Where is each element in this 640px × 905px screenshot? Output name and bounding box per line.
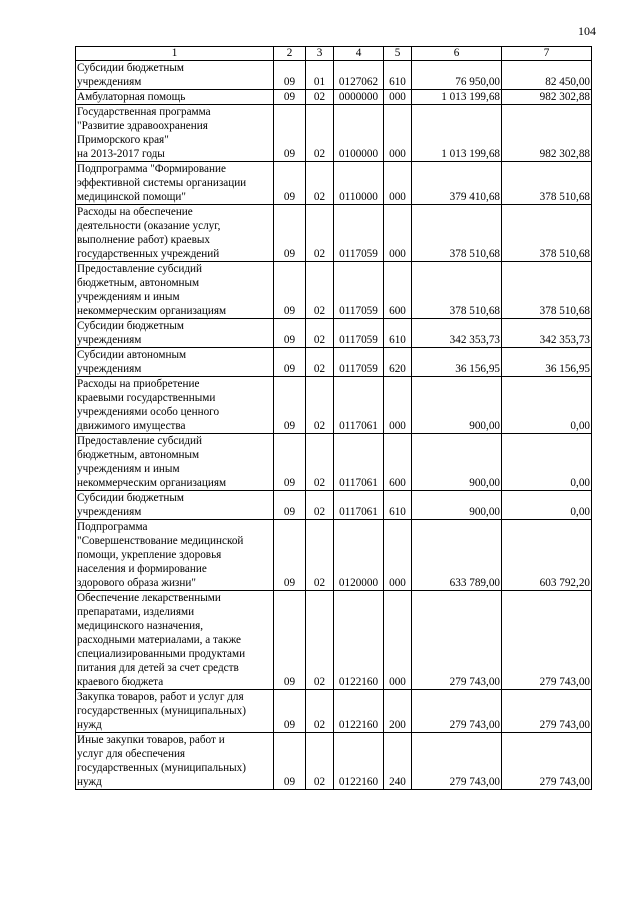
amount-year-2-cell: 982 302,88 — [502, 90, 592, 105]
expense-type-cell: 000 — [384, 105, 412, 162]
section-code-cell: 09 — [274, 205, 306, 262]
page-number: 104 — [578, 24, 596, 38]
section-code-cell: 09 — [274, 61, 306, 90]
amount-year-1-cell: 379 410,68 — [412, 162, 502, 205]
expense-type-cell: 620 — [384, 348, 412, 377]
section-code-cell: 09 — [274, 690, 306, 733]
target-article-cell: 0122160 — [334, 733, 384, 790]
section-code-cell: 09 — [274, 491, 306, 520]
table-row — [76, 491, 592, 520]
subsection-code-cell: 02 — [306, 520, 334, 591]
expense-type-cell: 610 — [384, 319, 412, 348]
amount-year-1-cell: 1 013 199,68 — [412, 90, 502, 105]
row-name-cell: Субсидии бюджетным учреждениям — [76, 491, 274, 520]
amount-year-1-cell: 279 743,00 — [412, 690, 502, 733]
section-code-cell: 09 — [274, 105, 306, 162]
amount-year-2-cell: 279 743,00 — [502, 690, 592, 733]
amount-year-2-cell: 279 743,00 — [502, 733, 592, 790]
amount-year-1-cell: 378 510,68 — [412, 262, 502, 319]
subsection-code-cell: 02 — [306, 348, 334, 377]
expense-type-cell: 200 — [384, 690, 412, 733]
subsection-code-cell: 02 — [306, 491, 334, 520]
table-row — [76, 690, 592, 733]
column-header: 1 — [76, 47, 274, 61]
amount-year-1-cell: 342 353,73 — [412, 319, 502, 348]
table-row — [76, 377, 592, 434]
section-code-cell: 09 — [274, 591, 306, 690]
table-row — [76, 90, 592, 105]
row-name-cell: Расходы на приобретение краевыми государственными учреждениями особо ценного движимого имущества — [76, 377, 274, 434]
amount-year-1-cell: 633 789,00 — [412, 520, 502, 591]
row-name-cell: Субсидии бюджетным учреждениям — [76, 61, 274, 90]
amount-year-2-cell: 342 353,73 — [502, 319, 592, 348]
row-name-cell: Иные закупки товаров, работ и услуг для обеспечения государственных (муниципальных) нужд — [76, 733, 274, 790]
target-article-cell: 0117061 — [334, 491, 384, 520]
row-name-cell: Подпрограмма "Совершенствование медицинской помощи, укрепление здоровья населения и формирование здорового образа жизни" — [76, 520, 274, 591]
target-article-cell: 0117061 — [334, 434, 384, 491]
header-row — [76, 47, 592, 61]
column-header: 4 — [334, 47, 384, 61]
expense-type-cell: 600 — [384, 262, 412, 319]
amount-year-1-cell: 900,00 — [412, 377, 502, 434]
target-article-cell: 0000000 — [334, 90, 384, 105]
expense-type-cell: 000 — [384, 591, 412, 690]
amount-year-2-cell: 378 510,68 — [502, 162, 592, 205]
budget-table — [75, 46, 592, 790]
subsection-code-cell: 02 — [306, 434, 334, 491]
target-article-cell: 0117059 — [334, 262, 384, 319]
column-header: 5 — [384, 47, 412, 61]
row-name-cell: Амбулаторная помощь — [76, 90, 274, 105]
subsection-code-cell: 02 — [306, 591, 334, 690]
amount-year-2-cell: 603 792,20 — [502, 520, 592, 591]
subsection-code-cell: 02 — [306, 733, 334, 790]
row-name-cell: Предоставление субсидий бюджетным, автономным учреждениям и иным некоммерческим организациям — [76, 262, 274, 319]
row-name-cell: Обеспечение лекарственными препаратами, изделиями медицинского назначения, расходными материалами, а также специализированными продуктами питания для детей за счет средств краевого бюджета — [76, 591, 274, 690]
expense-type-cell: 000 — [384, 520, 412, 591]
section-code-cell: 09 — [274, 319, 306, 348]
amount-year-2-cell: 982 302,88 — [502, 105, 592, 162]
row-name-cell: Субсидии бюджетным учреждениям — [76, 319, 274, 348]
section-code-cell: 09 — [274, 733, 306, 790]
expense-type-cell: 600 — [384, 434, 412, 491]
row-name-cell: Государственная программа "Развитие здравоохранения Приморского края" на 2013-2017 годы — [76, 105, 274, 162]
amount-year-1-cell: 36 156,95 — [412, 348, 502, 377]
target-article-cell: 0122160 — [334, 591, 384, 690]
row-name-cell: Закупка товаров, работ и услуг для государственных (муниципальных) нужд — [76, 690, 274, 733]
target-article-cell: 0122160 — [334, 690, 384, 733]
table-row — [76, 205, 592, 262]
target-article-cell: 0100000 — [334, 105, 384, 162]
column-header: 7 — [502, 47, 592, 61]
target-article-cell: 0117061 — [334, 377, 384, 434]
amount-year-1-cell: 900,00 — [412, 434, 502, 491]
amount-year-1-cell: 900,00 — [412, 491, 502, 520]
table-row — [76, 162, 592, 205]
amount-year-1-cell: 279 743,00 — [412, 733, 502, 790]
subsection-code-cell: 02 — [306, 162, 334, 205]
expense-type-cell: 000 — [384, 205, 412, 262]
target-article-cell: 0120000 — [334, 520, 384, 591]
expense-type-cell: 240 — [384, 733, 412, 790]
row-name-cell: Подпрограмма "Формирование эффективной системы организации медицинской помощи" — [76, 162, 274, 205]
section-code-cell: 09 — [274, 348, 306, 377]
amount-year-1-cell: 76 950,00 — [412, 61, 502, 90]
table-row — [76, 262, 592, 319]
column-header: 3 — [306, 47, 334, 61]
subsection-code-cell: 02 — [306, 105, 334, 162]
subsection-code-cell: 02 — [306, 262, 334, 319]
amount-year-2-cell: 82 450,00 — [502, 61, 592, 90]
subsection-code-cell: 02 — [306, 319, 334, 348]
table-row — [76, 319, 592, 348]
table-row — [76, 733, 592, 790]
amount-year-2-cell: 378 510,68 — [502, 205, 592, 262]
section-code-cell: 09 — [274, 377, 306, 434]
amount-year-2-cell: 36 156,95 — [502, 348, 592, 377]
section-code-cell: 09 — [274, 90, 306, 105]
table-row — [76, 105, 592, 162]
target-article-cell: 0117059 — [334, 319, 384, 348]
section-code-cell: 09 — [274, 262, 306, 319]
target-article-cell: 0117059 — [334, 348, 384, 377]
amount-year-1-cell: 279 743,00 — [412, 591, 502, 690]
target-article-cell: 0127062 — [334, 61, 384, 90]
subsection-code-cell: 02 — [306, 690, 334, 733]
subsection-code-cell: 02 — [306, 377, 334, 434]
column-header: 2 — [274, 47, 306, 61]
amount-year-2-cell: 0,00 — [502, 491, 592, 520]
row-name-cell: Предоставление субсидий бюджетным, автономным учреждениям и иным некоммерческим организациям — [76, 434, 274, 491]
amount-year-1-cell: 378 510,68 — [412, 205, 502, 262]
expense-type-cell: 000 — [384, 90, 412, 105]
table-row — [76, 434, 592, 491]
table-row — [76, 591, 592, 690]
subsection-code-cell: 01 — [306, 61, 334, 90]
section-code-cell: 09 — [274, 162, 306, 205]
column-header: 6 — [412, 47, 502, 61]
expense-type-cell: 000 — [384, 162, 412, 205]
expense-type-cell: 610 — [384, 491, 412, 520]
table-row — [76, 348, 592, 377]
row-name-cell: Субсидии автономным учреждениям — [76, 348, 274, 377]
amount-year-2-cell: 378 510,68 — [502, 262, 592, 319]
table-row — [76, 520, 592, 591]
amount-year-2-cell: 279 743,00 — [502, 591, 592, 690]
row-name-cell: Расходы на обеспечение деятельности (оказание услуг, выполнение работ) краевых государственных учреждений — [76, 205, 274, 262]
amount-year-2-cell: 0,00 — [502, 434, 592, 491]
section-code-cell: 09 — [274, 434, 306, 491]
expense-type-cell: 610 — [384, 61, 412, 90]
section-code-cell: 09 — [274, 520, 306, 591]
amount-year-1-cell: 1 013 199,68 — [412, 105, 502, 162]
target-article-cell: 0110000 — [334, 162, 384, 205]
amount-year-2-cell: 0,00 — [502, 377, 592, 434]
target-article-cell: 0117059 — [334, 205, 384, 262]
subsection-code-cell: 02 — [306, 90, 334, 105]
subsection-code-cell: 02 — [306, 205, 334, 262]
table-row — [76, 61, 592, 90]
expense-type-cell: 000 — [384, 377, 412, 434]
